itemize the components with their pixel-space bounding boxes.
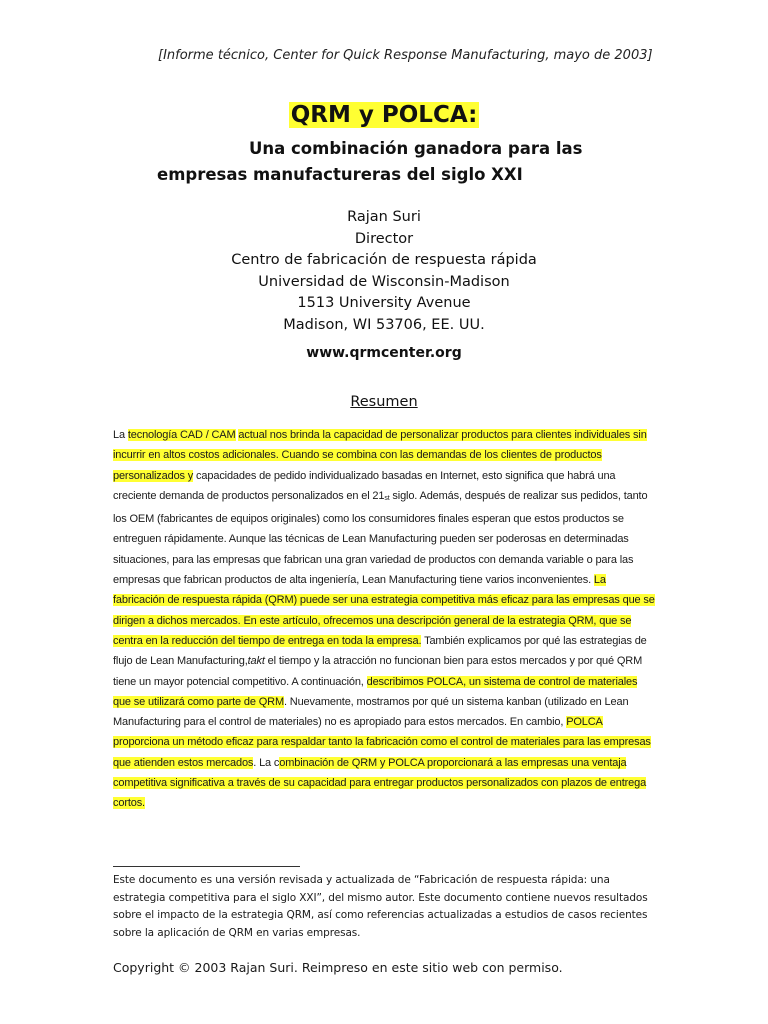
document-subtitle [150, 136, 620, 188]
abstract-text: También explicamos por qué las estrategias de flujo de Lean Manufacturing, [113, 634, 647, 668]
abstract-text: st [384, 494, 390, 502]
abstract-text: el tiempo y la atracción no funcionan bien para estos mercados y por qué QRM tiene un mayor potencial competitivo. A continuación, [113, 655, 643, 688]
author-street: 1513 University Avenue [297, 295, 471, 311]
footnote: Este documento es una versión revisada y actualizada de “Fabricación de respuesta rápida: una estrategia competitiva para el siglo XXI”, del mismo autor. Este documento contiene nuevos resultados sobre el impacto de la estrategia QRM, así como referencias actualizadas a estudios de casos recientes sobre la aplicación de QRM en varias empresas. [113, 874, 648, 939]
abstract-text: La [113, 429, 128, 441]
abstract-text: siglo. Además, después de realizar sus pedidos, tanto los OEM (fabricantes de equipos originales) como los consumidores finales esperan que estos productos se entreguen rápidamente. Aunque las técnicas de Lean Manufacturing pueden ser poderosas en determinadas situaciones, para las empresas que fabrican una gran variedad de productos con demanda variable o para las empresas que fabrican productos de alta ingeniería, Lean Manufacturing tiene varios inconvenientes. [113, 489, 648, 587]
abstract-text: takt [247, 655, 265, 668]
author-name: Rajan Suri [347, 209, 421, 225]
report-reference: [Informe técnico, Center for Quick Response Manufacturing, mayo de 2003] [158, 48, 653, 63]
abstract-text: capacidades de pedido individualizado basadas en Internet, esto significa que habrá una creciente demanda de productos personalizados en el 21 [113, 469, 616, 502]
subtitle-line-2: empresas manufactureras del siglo XXI [157, 165, 523, 184]
highlighted-text: La fabricación de respuesta rápida (QRM) puede ser una estrategia competitiva más eficaz para las empresas que se dirigen a dichos mercados. En este artículo, ofrecemos una descripción general de la estrategia QRM, que se centra en la reducción del tiempo de entrega en toda la empresa. [113, 574, 655, 647]
author-university: Universidad de Wisconsin-Madison [258, 273, 510, 290]
subtitle-line-1: Una combinación ganadora para las [249, 139, 583, 158]
abstract-text: . Nuevamente, mostramos por qué un sistema kanban (utilizado en Lean Manufacturing para el control de materiales) no es apropiado para estos mercados. En cambio, [113, 695, 629, 729]
footnote-divider [113, 866, 300, 867]
document-title [0, 102, 768, 128]
copyright-notice: Copyright © 2003 Rajan Suri. Reimpreso en este sitio web con permiso. [113, 960, 563, 975]
author-city: Madison, WI 53706, EE. UU. [283, 316, 485, 333]
highlighted-text: POLCA proporciona un método eficaz para respaldar tanto la fabricación como el control de materiales para las empresas que atienden estos mercados [113, 716, 651, 769]
author-block [0, 207, 768, 336]
website-link[interactable]: www.qrmcenter.org [306, 345, 462, 361]
author-role: Director [354, 230, 414, 247]
highlighted-text: ombinación de QRM y POLCA proporcionará a las empresas una ventaja competitiva significativa a través de su capacidad para entregar productos personalizados con plazos de entrega cortos. [113, 756, 647, 810]
abstract-text: . La c [253, 756, 280, 769]
author-center: Centro de fabricación de respuesta rápida [231, 252, 537, 268]
highlighted-text: tecnología CAD / CAM [127, 429, 236, 441]
highlighted-text: actual nos brinda la capacidad de personalizar productos para clientes individuales sin incurrir en altos costos adicionales. Cuando se combina con las demandas de los clientes de productos personalizados y [113, 429, 647, 482]
abstract-heading: Resumen [350, 394, 418, 410]
document-title-text: QRM y POLCA: [290, 102, 478, 128]
highlighted-text: describimos POLCA, un sistema de control de materiales que se utilizará como parte de QRM [113, 675, 638, 708]
abstract-paragraph [113, 425, 658, 814]
